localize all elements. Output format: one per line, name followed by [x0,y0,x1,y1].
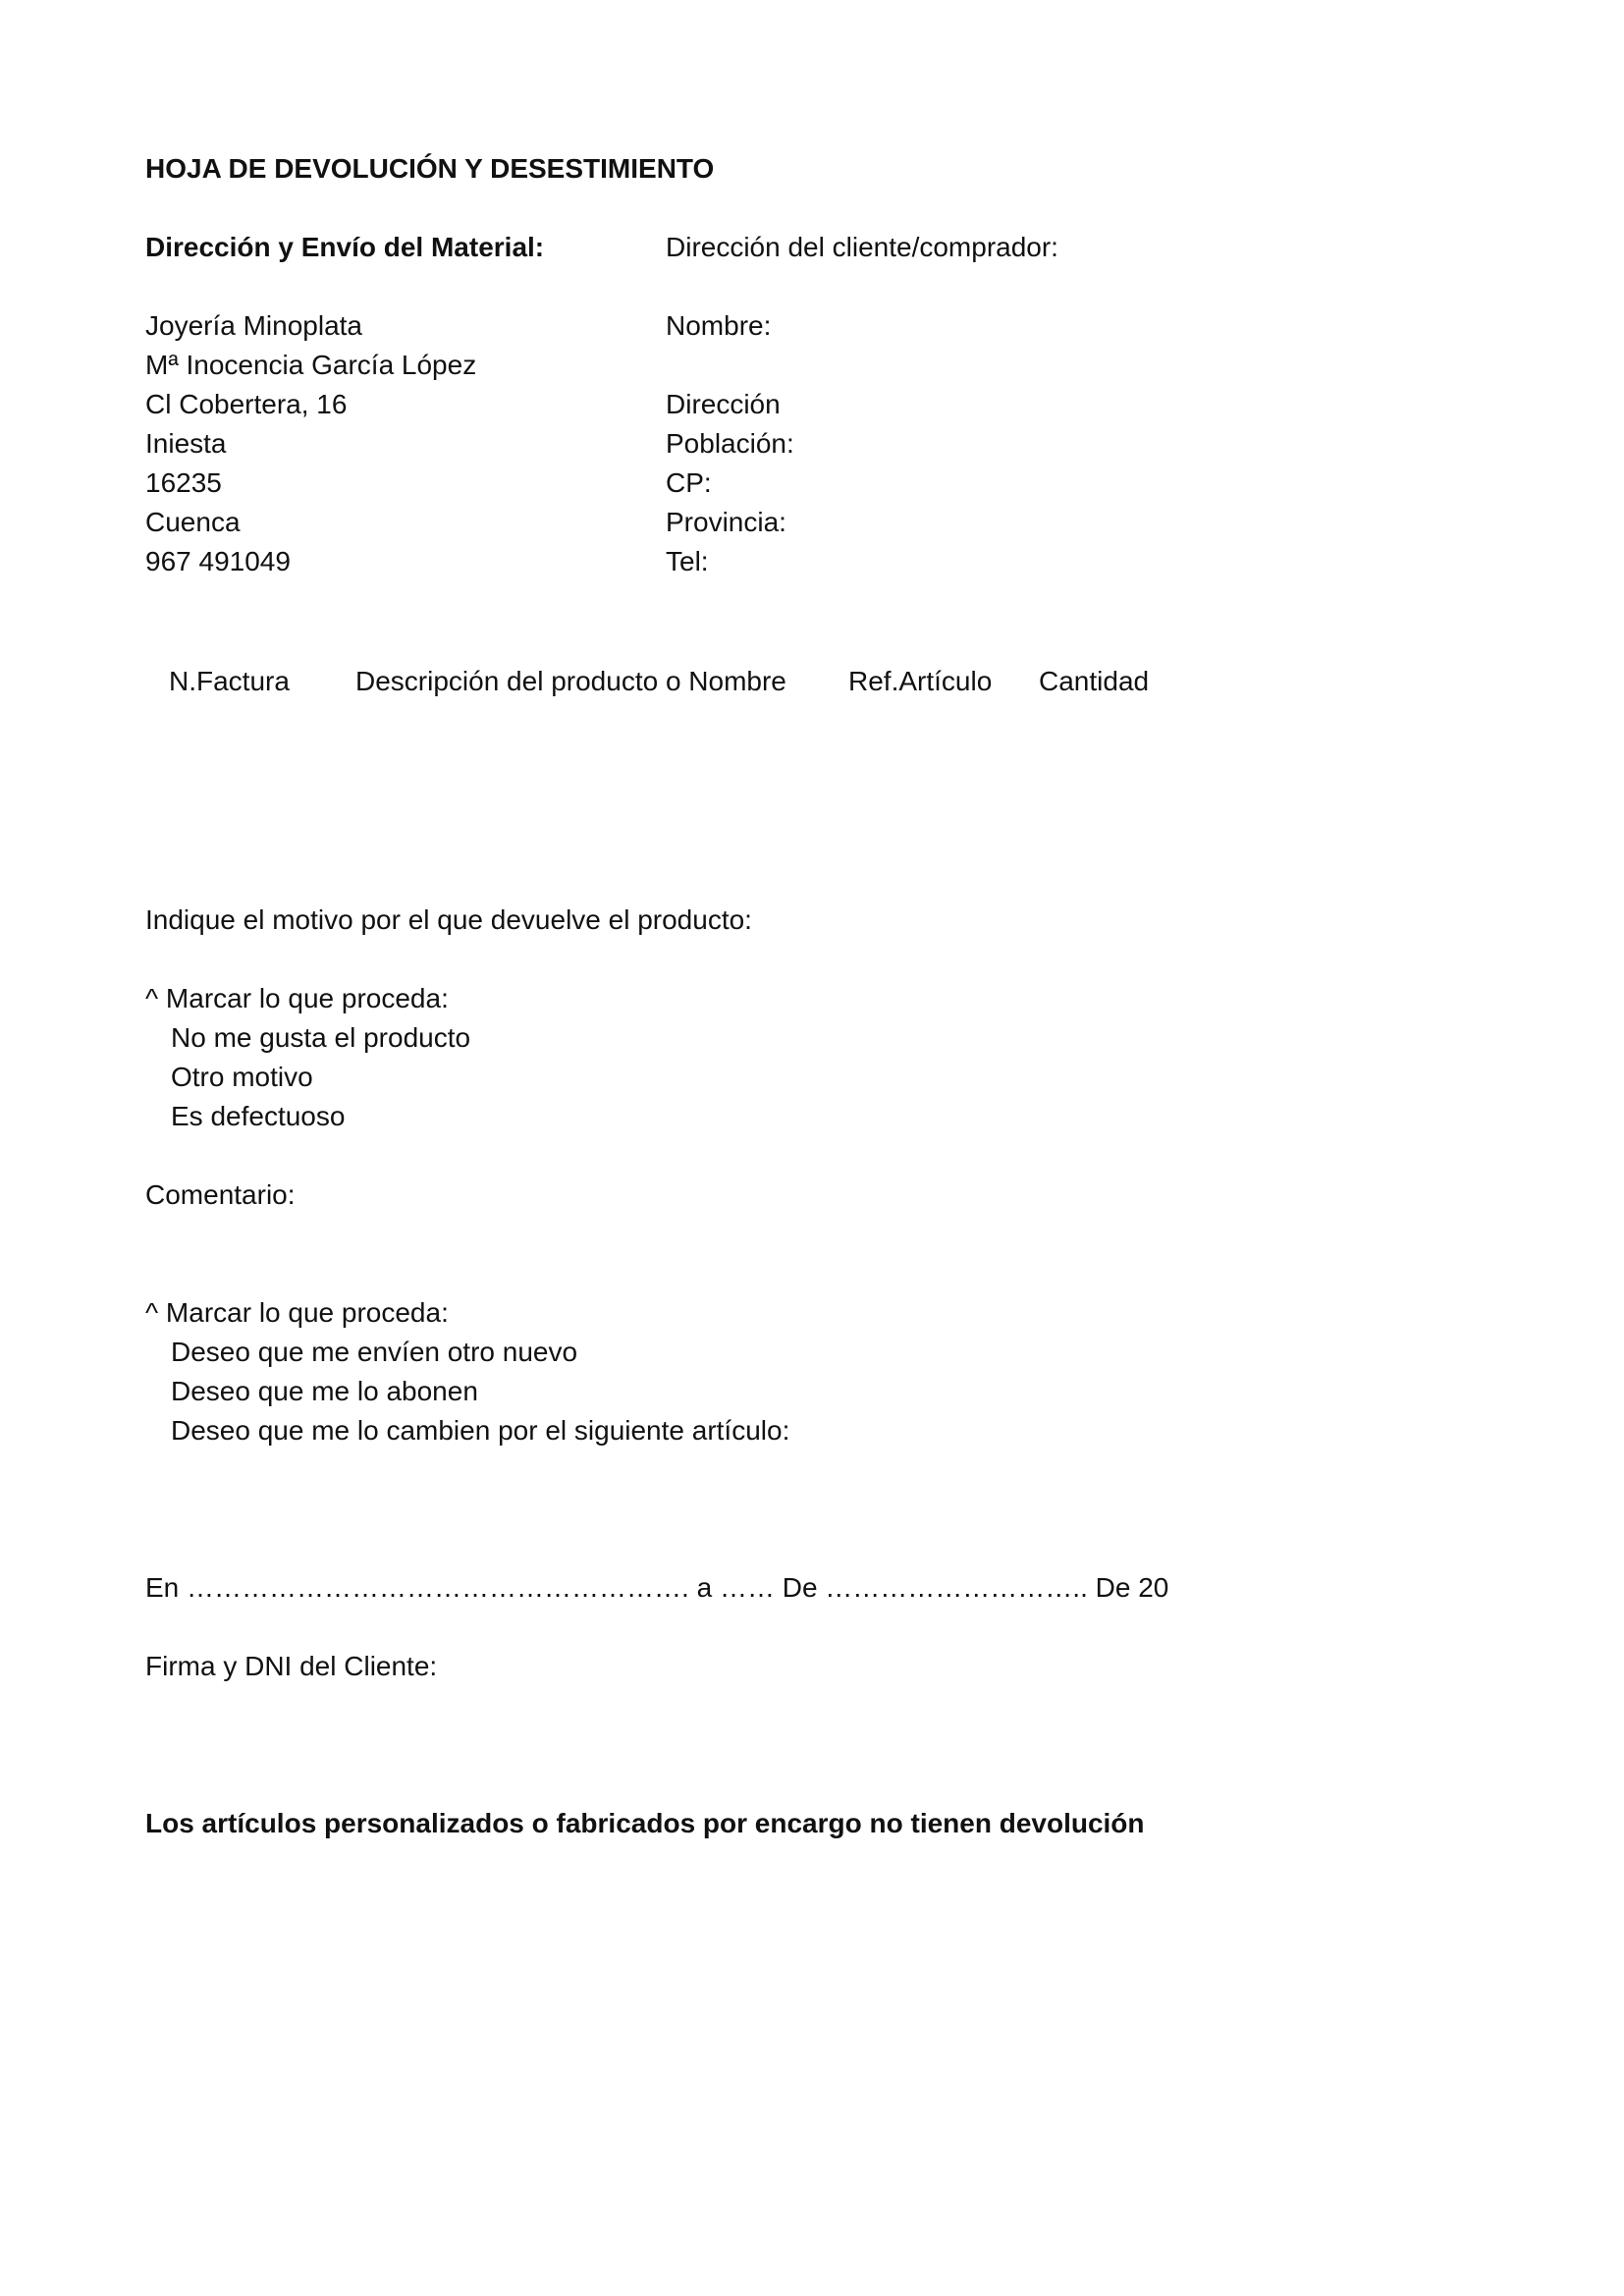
client-heading: Dirección del cliente/comprador: [666,232,1058,262]
col-product-description: Descripción del producto o Nombre [355,666,786,696]
client-phone-label: Tel: [666,546,709,576]
comment-label: Comentario: [145,1179,296,1210]
sender-line-province: Cuenca [145,507,241,537]
col-invoice-number: N.Factura [169,666,290,696]
request-mark-instruction: ^ Marcar lo que proceda: [145,1297,449,1328]
date-place-line: En ………………………………………………. a …… De ……………………….. De 20 [145,1572,1169,1603]
reason-mark-instruction: ^ Marcar lo que proceda: [145,983,449,1013]
document-title: HOJA DE DEVOLUCIÓN Y DESESTIMIENTO [145,153,715,184]
client-province-label: Provincia: [666,507,786,537]
sender-line-store: Joyería Minoplata [145,310,363,341]
request-option-new[interactable]: Deseo que me envíen otro nuevo [171,1337,578,1367]
client-address-label: Dirección [666,389,781,419]
col-item-reference: Ref.Artículo [848,666,993,696]
reason-option-dislike[interactable]: No me gusta el producto [171,1022,471,1053]
sender-line-town: Iniesta [145,428,227,459]
sender-line-postcode: 16235 [145,467,222,498]
reason-option-defective[interactable]: Es defectuoso [171,1101,346,1131]
sender-heading: Dirección y Envío del Material: [145,232,545,262]
reason-prompt: Indique el motivo por el que devuelve el producto: [145,904,752,935]
reason-option-other[interactable]: Otro motivo [171,1062,313,1092]
client-name-label: Nombre: [666,310,772,341]
footer-note: Los artículos personalizados o fabricados por encargo no tienen devolución [145,1808,1145,1838]
signature-label: Firma y DNI del Cliente: [145,1651,438,1681]
col-quantity: Cantidad [1039,666,1150,696]
client-postcode-label: CP: [666,467,712,498]
client-town-label: Población: [666,428,794,459]
request-option-refund[interactable]: Deseo que me lo abonen [171,1376,478,1406]
request-option-exchange[interactable]: Deseo que me lo cambien por el siguiente artículo: [171,1415,790,1446]
sender-line-street: Cl Cobertera, 16 [145,389,348,419]
sender-line-owner: Mª Inocencia García López [145,350,477,380]
sender-line-phone: 967 491049 [145,546,291,576]
